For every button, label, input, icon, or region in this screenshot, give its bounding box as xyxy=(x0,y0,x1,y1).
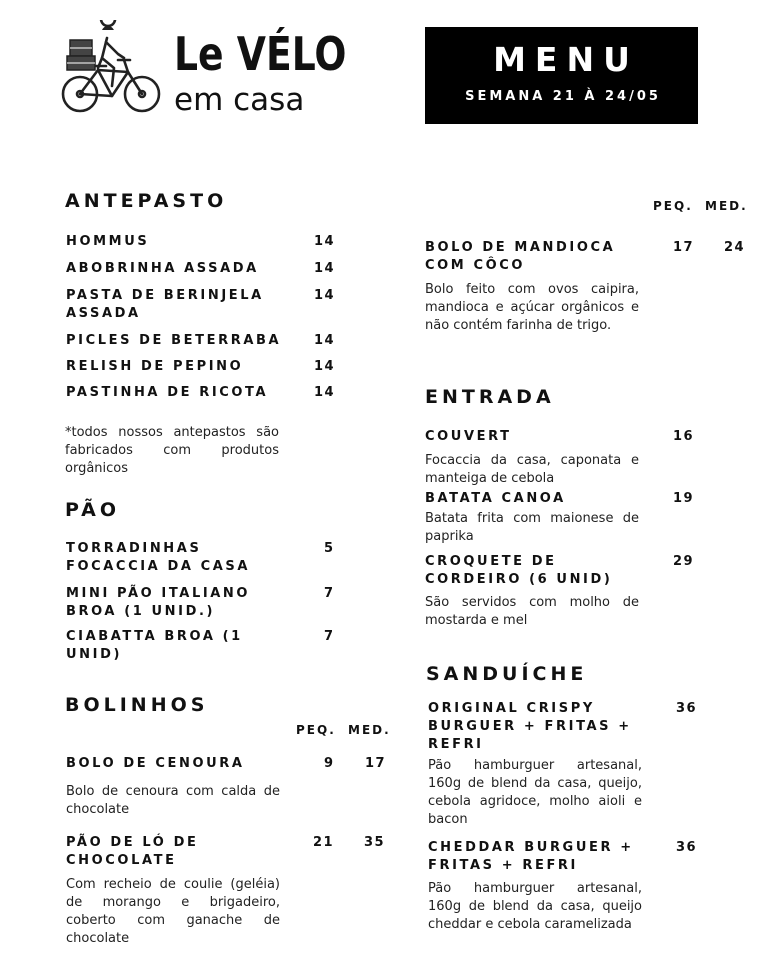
menu-item-name: TORRADINHAS FOCACCIA DA CASA xyxy=(66,541,251,574)
menu-item-name: MINI PÃO ITALIANO BROA (1 UNID.) xyxy=(66,586,251,619)
menu-item-price-med: 24 xyxy=(724,240,746,255)
menu-item-name: ABOBRINHA ASSADA xyxy=(66,261,259,276)
menu-title: MENU xyxy=(493,40,639,79)
column-header-peq: PEQ. xyxy=(296,723,336,737)
brand-name: Le VÉLO xyxy=(174,27,347,81)
menu-item-price: 14 xyxy=(314,234,336,249)
menu-item-name: HOMMUS xyxy=(66,234,150,249)
section-title-bolinhos: BOLINHOS xyxy=(65,694,209,716)
menu-item-price-med: 17 xyxy=(365,756,387,771)
section-title-entrada: ENTRADA xyxy=(425,386,555,408)
menu-item-price-peq: 21 xyxy=(313,835,335,850)
menu-item-name: PÃO DE LÓ DE CHOCOLATE xyxy=(66,835,199,868)
section-title-antepasto: ANTEPASTO xyxy=(65,190,228,212)
menu-item-name: CROQUETE DE CORDEIRO (6 UNID) xyxy=(425,554,613,587)
menu-item-description: Focaccia da casa, caponata e manteiga de cebola xyxy=(425,453,639,486)
menu-item-price: 7 xyxy=(324,586,335,601)
menu-item-name: ORIGINAL CRISPY BURGUER + FRITAS + REFRI xyxy=(428,701,632,752)
menu-item-name: PASTA DE BERINJELA ASSADA xyxy=(66,288,264,321)
brand-subtitle: em casa xyxy=(174,82,305,118)
menu-item-price: 14 xyxy=(314,261,336,276)
menu-item-description: Batata frita com maionese de paprika xyxy=(425,511,639,544)
menu-item-price: 5 xyxy=(324,541,335,556)
menu-item-description: Bolo feito com ovos caipira, mandioca e açúcar orgânicos e não contém farinha de trigo. xyxy=(425,282,639,333)
column-header-med: MED. xyxy=(348,723,391,737)
menu-item-name: RELISH DE PEPINO xyxy=(66,359,244,374)
menu-item-price: 7 xyxy=(324,629,335,644)
menu-item-price: 14 xyxy=(314,288,336,303)
menu-item-description: Pão hamburguer artesanal, 160g de blend da casa, queijo, cebola agridoce, molho aioli e bacon xyxy=(428,758,642,827)
menu-item-name: BOLO DE CENOURA xyxy=(66,756,245,771)
menu-item-description: São servidos com molho de mostarda e mel xyxy=(425,595,639,628)
menu-week: SEMANA 21 À 24/05 xyxy=(465,89,661,104)
menu-item-description: Com recheio de coulie (geléia) de morango e brigadeiro, coberto com ganache de chocolate xyxy=(66,877,280,946)
menu-item-name: CIABATTA BROA (1 UNID) xyxy=(66,629,243,662)
menu-item-price: 14 xyxy=(314,359,336,374)
menu-item-name: BATATA CANOA xyxy=(425,491,566,506)
menu-item-price: 36 xyxy=(676,840,698,855)
menu-item-description: Pão hamburguer artesanal, 160g de blend da casa, queijo cheddar e cebola caramelizada xyxy=(428,881,642,932)
menu-item-price: 14 xyxy=(314,385,336,400)
menu-item-name: PASTINHA DE RICOTA xyxy=(66,385,269,400)
column-header-med: MED. xyxy=(705,199,748,213)
section-title-sanduiche: SANDUÍCHE xyxy=(426,663,588,685)
menu-item-name: PICLES DE BETERRABA xyxy=(66,333,282,348)
menu-item-description: Bolo de cenoura com calda de chocolate xyxy=(66,784,280,817)
menu-item-price-med: 35 xyxy=(364,835,386,850)
bicycle-courier-logo-icon xyxy=(58,20,166,120)
menu-item-name: COUVERT xyxy=(425,429,512,444)
menu-item-price: 14 xyxy=(314,333,336,348)
menu-item-price: 16 xyxy=(673,429,695,444)
column-header-peq: PEQ. xyxy=(653,199,693,213)
menu-item-price-peq: 9 xyxy=(324,756,335,771)
menu-item-price: 36 xyxy=(676,701,698,716)
section-title-pao: PÃO xyxy=(65,499,121,521)
menu-item-price: 29 xyxy=(673,554,695,569)
antepasto-note: *todos nossos antepastos são fabricados com produtos orgânicos xyxy=(65,425,279,476)
menu-item-price: 19 xyxy=(673,491,695,506)
menu-item-name: CHEDDAR BURGUER + FRITAS + REFRI xyxy=(428,840,634,873)
menu-item-price-peq: 17 xyxy=(673,240,695,255)
menu-item-name: BOLO DE MANDIOCA COM CÔCO xyxy=(425,240,616,273)
menu-header-box xyxy=(425,27,698,124)
